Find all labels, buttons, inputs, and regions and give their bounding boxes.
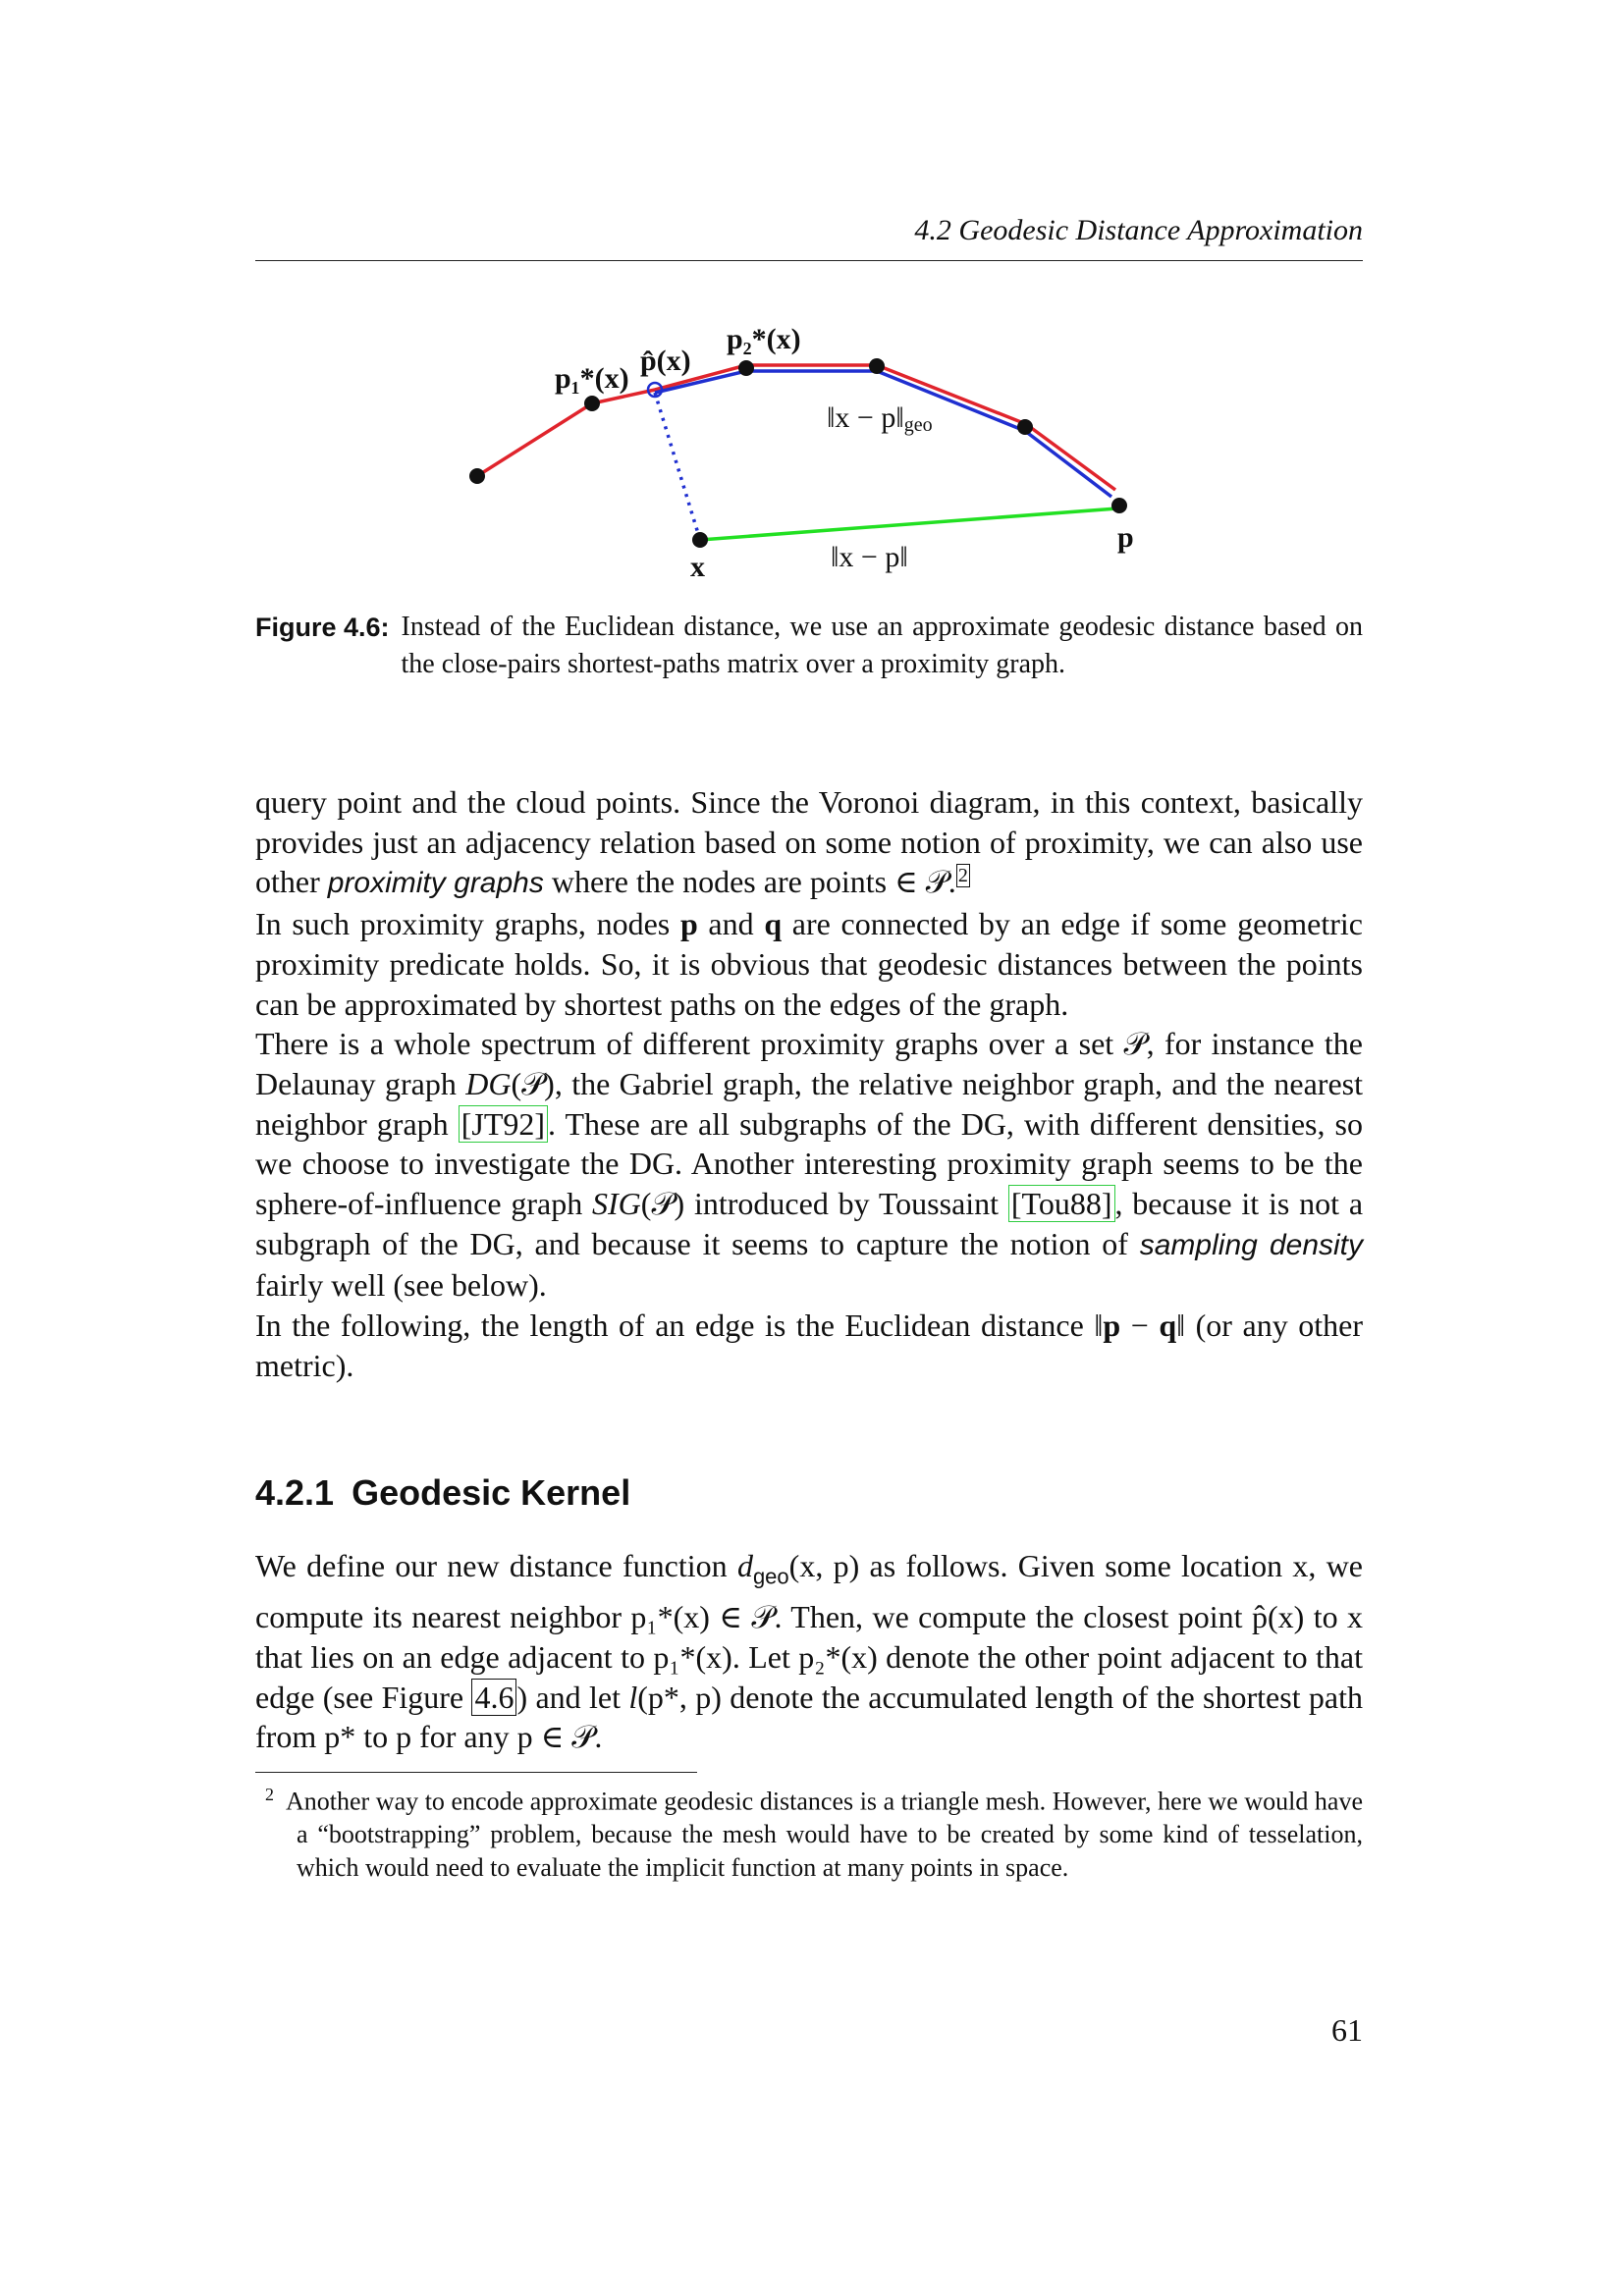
label-geodesic-distance [827,401,933,436]
point-start [469,468,485,484]
paragraph-4 [255,1306,1363,1385]
label-phat: p̂(x) [640,345,691,377]
text-span: . These are all subgraphs of the DG, with different densities, so we choose to investigate the DG. Another interesting proximity graph seems to be the sphere-of-influence graph [255,1105,1364,1222]
math-q: q [1159,1308,1177,1344]
text-span: ) and let [516,1679,629,1715]
citation-tou88[interactable]: [Tou88] [1008,1185,1115,1222]
section-heading [255,1472,1363,1514]
label-geo-sub: geo [903,414,933,436]
figure-4-6 [452,309,1168,594]
text-span: , because it is not a subgraph of the DG, and because it seems to capture the notion of [255,1186,1364,1261]
label-p2: p₂*(x) [727,323,801,355]
paragraph-1 [255,782,1363,904]
citation-jt92[interactable]: [JT92] [459,1105,548,1143]
math-q: q [764,906,783,942]
footnote-link-2[interactable]: 2 [957,864,968,886]
figure-caption [255,609,1363,683]
label-p1: p₁*(x) [555,362,629,395]
text-span: (𝒫) introduced by Toussaint [640,1186,1008,1222]
text-span: query point and the cloud points. Since the Voronoi diagram, in this context, basically provides just an adjacency relation based on some notion of proximity, we can also use other [255,784,1363,900]
math-dg: DG [465,1065,512,1101]
emphasis-sampling-density: sampling density [1139,1228,1363,1261]
text-span: (p*, p) denote the accumulated length of the shortest path from p* to p for any p ∈ 𝒫. [255,1679,1364,1755]
figure-ref-4-6[interactable]: 4.6 [471,1679,516,1716]
caption-label: Figure 4.6: [255,613,390,642]
geodesic-diagram [452,309,1168,594]
label-euclidean-distance: ‖x − p‖ [831,541,908,573]
footnote-2 [255,1779,1363,1884]
text-span: where the nodes are points ∈ 𝒫. [543,864,956,900]
paragraph-5 [255,1546,1363,1757]
math-p: p [1103,1308,1121,1344]
text-span: and [697,906,765,942]
point-x [692,532,708,548]
text-span: ‖ (or any other metric). [255,1308,1364,1383]
section-title-text: Geodesic Kernel [352,1472,631,1513]
point-p1 [584,396,600,411]
paragraph-3 [255,1024,1363,1306]
math-sig: SIG [592,1186,641,1222]
label-x: x [690,551,705,583]
text-span: We define our new distance function [255,1548,737,1583]
euclidean-line [700,508,1117,540]
point-mid [869,358,885,374]
math-l: l [628,1679,638,1715]
footnote-text: Another way to encode approximate geodesic distances is a triangle mesh. However, here we would have a “bootstrapping” problem, because the mesh would have to be created by some kind of tesselation, which would need to evaluate the implicit function at many points in space. [286,1787,1363,1882]
text-span: − [1120,1308,1160,1344]
running-header: 4.2 Geodesic Distance Approximation [914,214,1363,246]
label-p: p [1117,521,1134,554]
text-span: (𝒫), the Gabriel graph, the relative neighbor graph, and the nearest neighbor graph [255,1065,1363,1142]
header-rule [255,260,1363,261]
paragraph-2 [255,904,1363,1024]
label-geo-norm: ‖x − p‖ [827,401,904,434]
caption-text: Instead of the Euclidean distance, we use an approximate geodesic distance based on the close-pairs shortest-paths matrix over a proximity graph. [401,612,1363,679]
text-span: In such proximity graphs, nodes [255,906,680,942]
text-span: In the following, the length of an edge is the Euclidean distance ‖ [255,1308,1104,1344]
footnote-mark: 2 [265,1785,274,1804]
section-number: 4.2.1 [255,1472,335,1513]
point-p2 [738,360,754,376]
math-d: d [736,1548,753,1583]
math-sub-geo: geo [752,1564,789,1589]
page-number: 61 [1331,2012,1363,2048]
text-span: are connected by an edge if some geometric proximity predicate holds. So, it is obvious that geodesic distances between the points can be approximated by shortest paths on the edges of the graph. [255,906,1364,1022]
math-p: p [679,906,698,942]
point-p [1111,498,1127,513]
text-span: fairly well (see below). [255,1267,547,1304]
main-text [255,782,1363,1386]
footnote-rule [255,1772,697,1773]
text-span: (x, p) as follows. Given some location x, we compute its nearest neighbor p₁*(x) ∈ 𝒫. Then, we compute the closest point p̂(x) to x that lies on an edge adjacent to p₁*(x). Let p₂*(x) denote the other point adjacent to that edge (see Figure [255,1548,1364,1715]
section-text [255,1546,1363,1757]
dotted-projection [655,393,700,540]
point-right [1017,419,1033,435]
emphasis-proximity-graphs: proximity graphs [327,867,544,900]
blue-path [655,371,1111,497]
text-span: There is a whole spectrum of different proximity graphs over a set 𝒫, for instance the Delaunay graph [255,1026,1363,1101]
